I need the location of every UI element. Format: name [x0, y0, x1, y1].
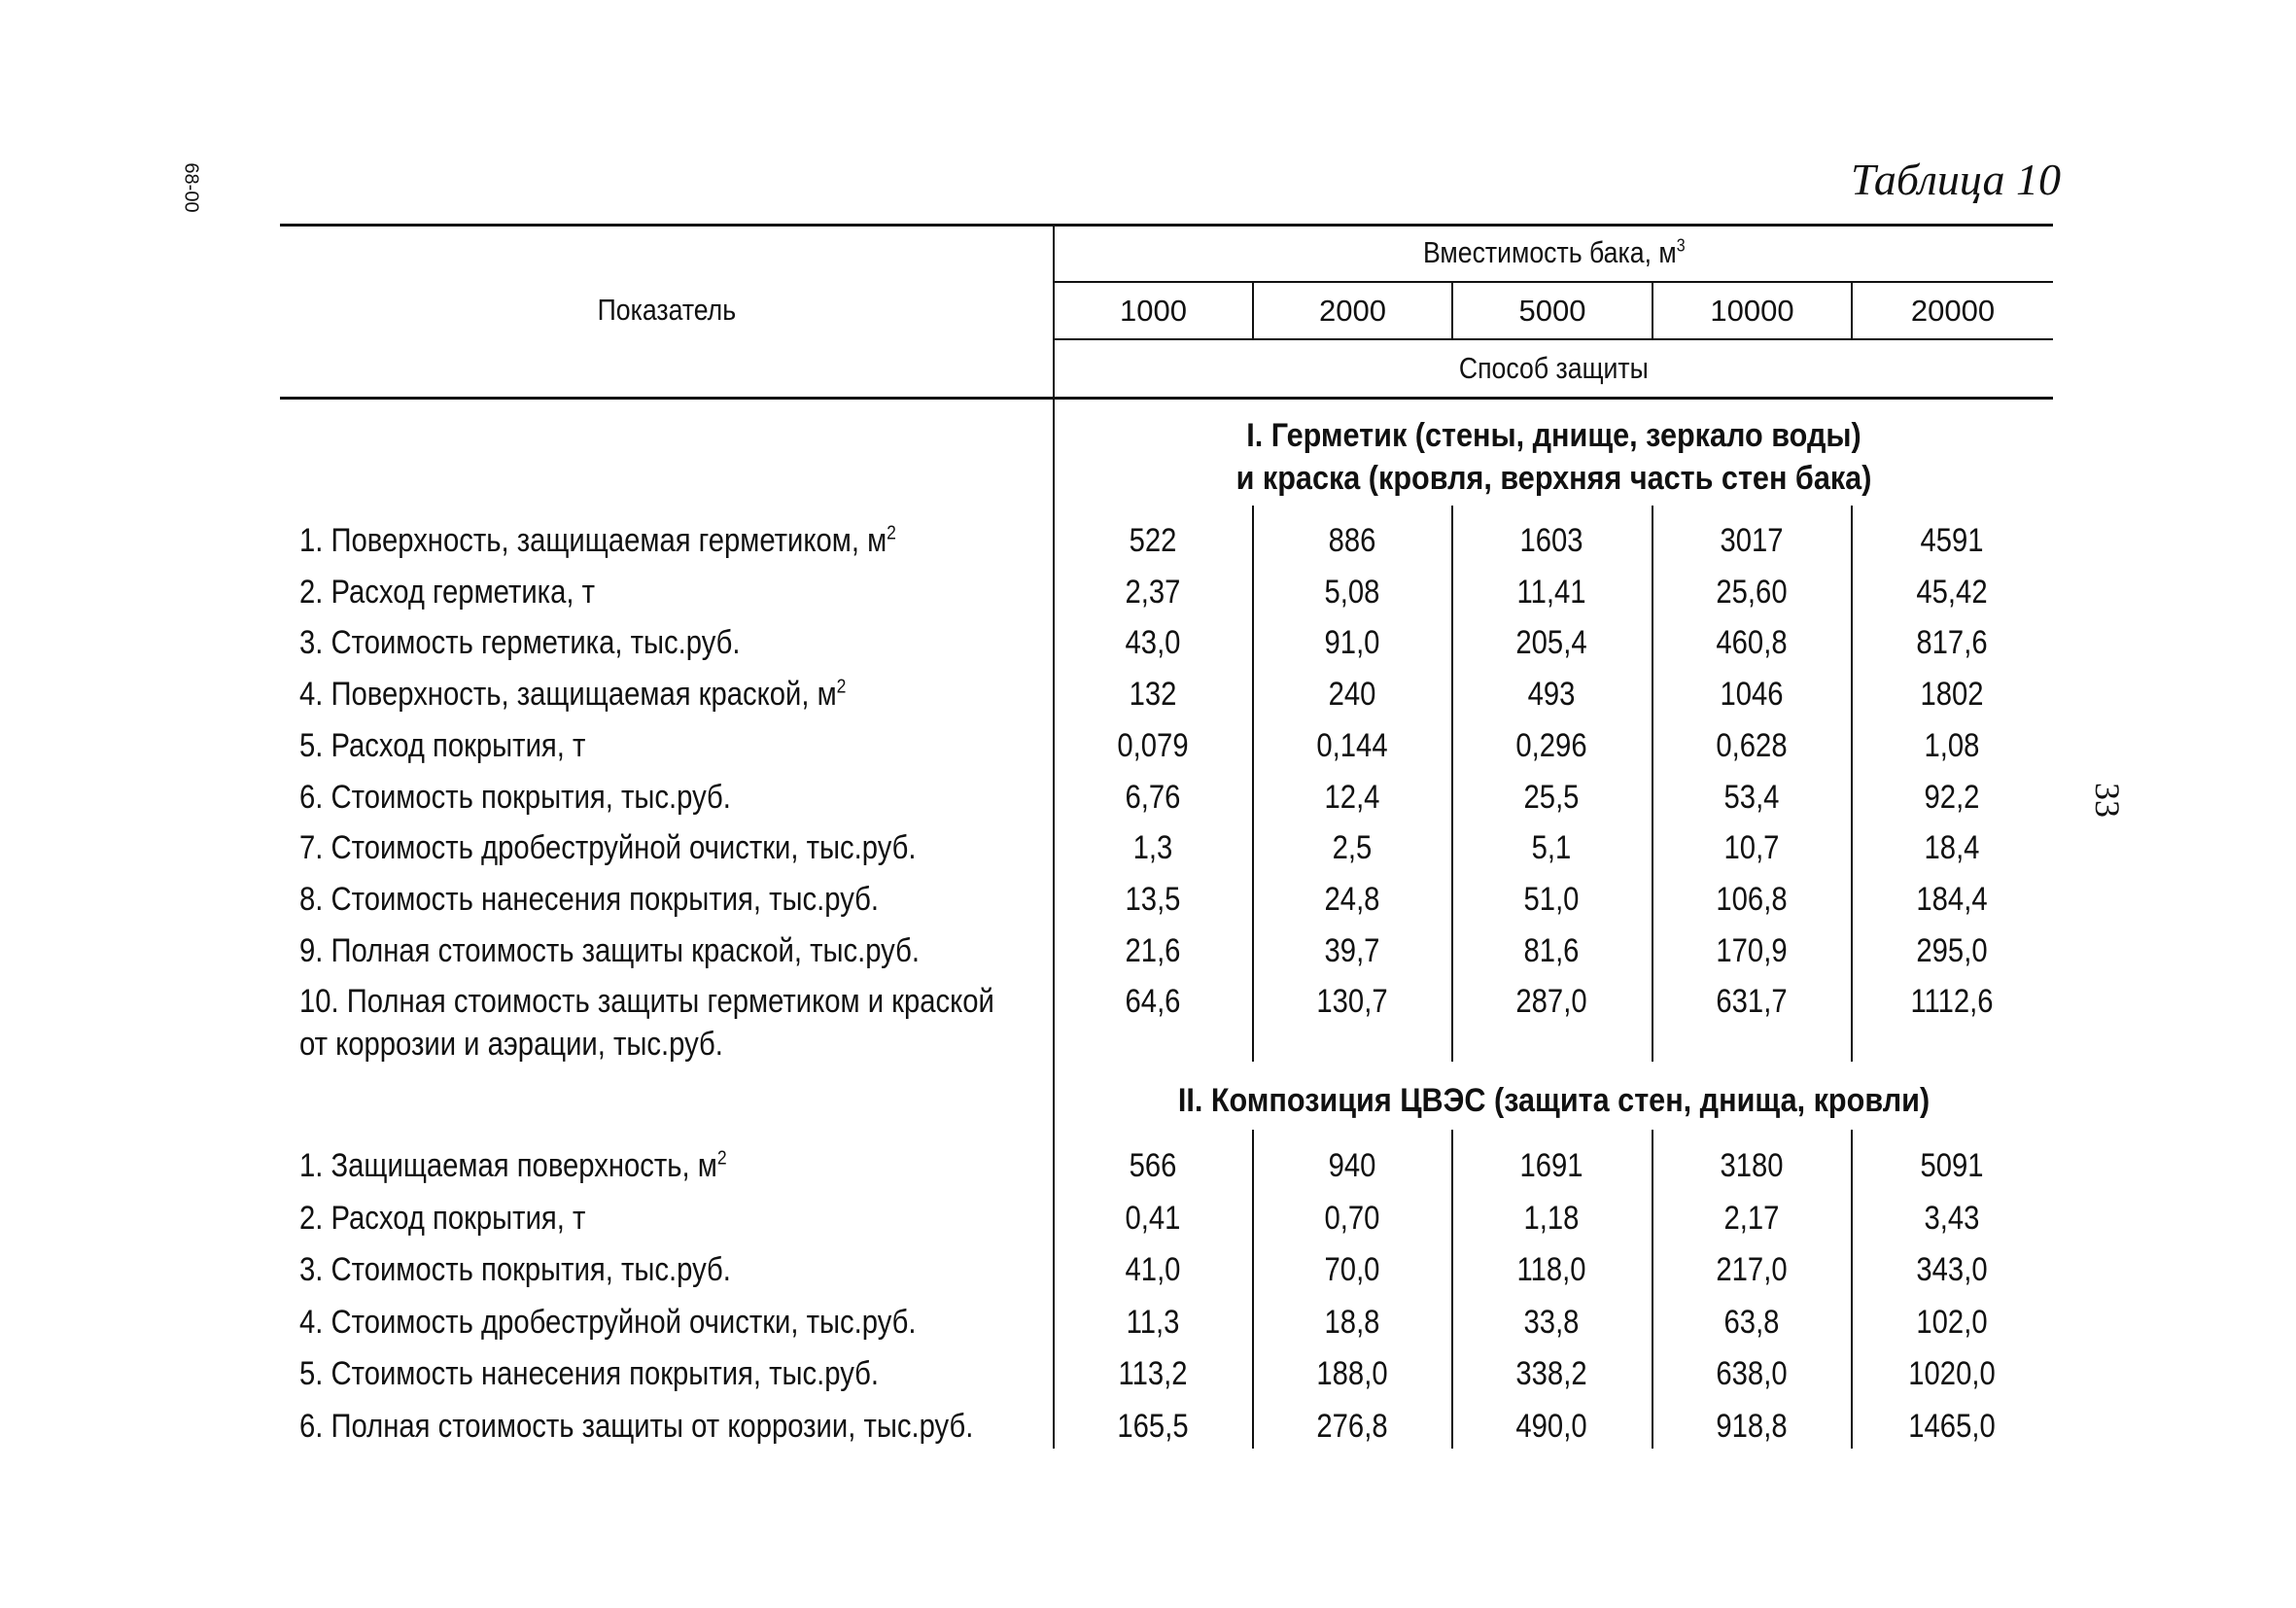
section2-value-cell: 3180	[1720, 1147, 1784, 1184]
section1-row-label: 7. Стоимость дробеструйной очистки, тыс.руб.	[299, 829, 917, 867]
section-1-title-line2: и краска (кровля, верхняя часть стен бака)	[1235, 460, 1872, 497]
section2-row-label: 6. Полная стоимость защиты от коррозии, тыс.руб.	[299, 1408, 974, 1445]
indicator-divider	[1053, 224, 1055, 1449]
section1-value-cell: 1112,6	[1910, 983, 1994, 1021]
section1-row-label: 8. Стоимость нанесения покрытия, тыс.руб.	[299, 880, 880, 918]
section2-value-cell: 490,0	[1515, 1408, 1587, 1445]
capacity-unit-exponent: 3	[1676, 234, 1686, 256]
section1-value-cell: 1603	[1519, 522, 1583, 559]
section2-value-cell: 0,70	[1324, 1199, 1380, 1237]
section1-value-cell: 2,5	[1332, 829, 1373, 867]
section2-value-cell: 118,0	[1516, 1251, 1586, 1289]
section2-value-cell: 343,0	[1916, 1251, 1988, 1289]
section2-value-cell: 33,8	[1523, 1303, 1580, 1341]
section2-value-cell: 918,8	[1716, 1408, 1788, 1445]
section2-row-label: 3. Стоимость покрытия, тыс.руб.	[299, 1251, 731, 1289]
section2-value-cell: 0,41	[1125, 1199, 1181, 1237]
section2-value-cell: 338,2	[1515, 1355, 1587, 1393]
table-title: Таблица 10	[1850, 155, 2061, 204]
section1-row-label: 10. Полная стоимость защиты герметиком и краской от коррозии и аэрации, тыс.руб.	[299, 983, 994, 1064]
section1-value-cell: 460,8	[1716, 624, 1788, 662]
capacity-5000: 5000	[1518, 293, 1586, 328]
section1-value-cell: 0,628	[1716, 726, 1788, 764]
capacity-label: Вместимость бака, м	[1422, 234, 1677, 269]
section1-value-cell: 2,37	[1125, 573, 1181, 611]
section1-value-cell: 0,144	[1316, 726, 1388, 764]
section1-value-cell: 53,4	[1723, 778, 1780, 816]
data-table	[280, 224, 2053, 1449]
section1-value-cell: 18,4	[1924, 829, 1980, 867]
section2-value-cell: 1020,0	[1908, 1355, 1996, 1393]
section1-value-cell: 1802	[1920, 676, 1984, 714]
section1-value-cell: 1,08	[1924, 726, 1980, 764]
section2-value-cell: 188,0	[1316, 1355, 1388, 1393]
section1-value-cell: 92,2	[1924, 778, 1980, 816]
section1-value-cell: 91,0	[1324, 624, 1380, 662]
section2-value-cell: 217,0	[1716, 1251, 1788, 1289]
document-code: 68-00	[180, 162, 202, 213]
section1-value-cell: 13,5	[1125, 880, 1181, 918]
section1-value-cell: 6,76	[1125, 778, 1181, 816]
section-2-col-divider	[1252, 1130, 1254, 1449]
protection-method-header: Способ защиты	[1459, 351, 1649, 385]
header-bottom-rule	[280, 397, 2053, 400]
section2-row-label: 2. Расход покрытия, т	[299, 1199, 586, 1237]
section2-value-cell: 70,0	[1324, 1251, 1380, 1289]
section2-value-cell: 276,8	[1316, 1408, 1388, 1445]
capacity-1000: 1000	[1120, 293, 1187, 328]
section-2-title: II. Композиция ЦВЭС (защита стен, днища, кровли)	[1177, 1082, 1931, 1119]
unit-exponent: 2	[887, 522, 896, 544]
section1-value-cell: 64,6	[1125, 983, 1181, 1021]
unit-exponent: 2	[716, 1147, 727, 1170]
section1-value-cell: 5,1	[1531, 829, 1572, 867]
section1-value-cell: 51,0	[1523, 880, 1580, 918]
section1-value-cell: 1,3	[1132, 829, 1173, 867]
section1-value-cell: 130,7	[1316, 983, 1388, 1021]
section-2-col-divider	[1851, 1130, 1853, 1449]
section1-value-cell: 11,41	[1516, 573, 1586, 611]
section1-row-label: 3. Стоимость герметика, тыс.руб.	[299, 624, 741, 662]
section1-value-cell: 287,0	[1515, 983, 1587, 1021]
unit-exponent: 2	[836, 676, 847, 698]
indicator-header: Показатель	[597, 293, 736, 327]
section1-value-cell: 240	[1328, 676, 1376, 714]
section1-value-cell: 522	[1129, 522, 1177, 559]
section1-value-cell: 5,08	[1324, 573, 1380, 611]
section-1-col-divider	[1851, 506, 1853, 1062]
section2-value-cell: 1,18	[1523, 1199, 1580, 1237]
section1-value-cell: 21,6	[1125, 931, 1181, 969]
section1-value-cell: 43,0	[1125, 624, 1181, 662]
section2-value-cell: 41,0	[1125, 1251, 1181, 1289]
section1-value-cell: 1046	[1720, 676, 1784, 714]
capacity-10000: 10000	[1710, 293, 1794, 328]
section1-value-cell: 12,4	[1324, 778, 1380, 816]
page-number: 33	[2088, 783, 2127, 818]
section1-value-cell: 170,9	[1716, 931, 1788, 969]
section1-value-cell: 25,60	[1716, 573, 1788, 611]
section2-value-cell: 940	[1328, 1147, 1376, 1184]
section1-value-cell: 10,7	[1723, 829, 1780, 867]
section1-value-cell: 25,5	[1523, 778, 1580, 816]
section1-value-cell: 39,7	[1324, 931, 1380, 969]
section1-value-cell: 631,7	[1716, 983, 1788, 1021]
section1-value-cell: 106,8	[1716, 880, 1788, 918]
section1-value-cell: 132	[1129, 676, 1177, 714]
section-1-title-line1: I. Герметик (стены, днище, зеркало воды)	[1246, 417, 1861, 454]
section2-value-cell: 566	[1129, 1147, 1177, 1184]
section1-value-cell: 4591	[1920, 522, 1984, 559]
section2-value-cell: 1465,0	[1908, 1408, 1996, 1445]
section1-value-cell: 184,4	[1916, 880, 1988, 918]
section2-value-cell: 165,5	[1117, 1408, 1189, 1445]
section1-value-cell: 205,4	[1515, 624, 1587, 662]
section2-value-cell: 638,0	[1716, 1355, 1788, 1393]
section2-value-cell: 113,2	[1118, 1355, 1188, 1393]
section1-row-label: 5. Расход покрытия, т	[299, 726, 586, 764]
section1-value-cell: 295,0	[1916, 931, 1988, 969]
section2-value-cell: 11,3	[1126, 1303, 1180, 1341]
section-2-col-divider	[1652, 1130, 1653, 1449]
section2-value-cell: 5091	[1920, 1147, 1984, 1184]
section1-value-cell: 81,6	[1523, 931, 1580, 969]
section1-value-cell: 0,079	[1117, 726, 1189, 764]
section2-value-cell: 2,17	[1723, 1199, 1780, 1237]
section2-row-label: 4. Стоимость дробеструйной очистки, тыс.руб.	[299, 1303, 917, 1341]
section-1-col-divider	[1252, 506, 1254, 1062]
section2-value-cell: 3,43	[1924, 1199, 1980, 1237]
section1-value-cell: 45,42	[1916, 573, 1988, 611]
section1-value-cell: 24,8	[1324, 880, 1380, 918]
section1-row-label: 1. Поверхность, защищаемая герметиком, $м^2$	[299, 522, 896, 559]
capacity-20000: 20000	[1910, 293, 1996, 328]
section2-value-cell: 18,8	[1324, 1303, 1380, 1341]
section2-value-cell: 102,0	[1916, 1303, 1988, 1341]
capacity-header	[1055, 224, 2053, 281]
section2-value-cell: 63,8	[1723, 1303, 1780, 1341]
section1-row-label: 6. Стоимость покрытия, тыс.руб.	[299, 778, 731, 816]
section1-value-cell: 3017	[1720, 522, 1784, 559]
section1-value-cell: 493	[1527, 676, 1576, 714]
section2-row-label: 1. Защищаемая поверхность, $м^2$	[299, 1147, 727, 1184]
section1-value-cell: 0,296	[1515, 726, 1587, 764]
section2-value-cell: 1691	[1519, 1147, 1583, 1184]
section1-value-cell: 817,6	[1916, 624, 1988, 662]
section2-row-label: 5. Стоимость нанесения покрытия, тыс.руб.	[299, 1355, 880, 1393]
section-1-col-divider	[1451, 506, 1453, 1062]
section1-row-label: 4. Поверхность, защищаемая краской, $м^2$	[299, 676, 847, 714]
section1-value-cell: 886	[1328, 522, 1376, 559]
section-1-title	[1055, 414, 2053, 500]
section-1-col-divider	[1652, 506, 1653, 1062]
section1-row-label: 2. Расход герметика, т	[299, 573, 596, 611]
capacity-2000: 2000	[1319, 293, 1386, 328]
section-2-col-divider	[1451, 1130, 1453, 1449]
section1-row-label: 9. Полная стоимость защиты краской, тыс.руб.	[299, 931, 920, 969]
